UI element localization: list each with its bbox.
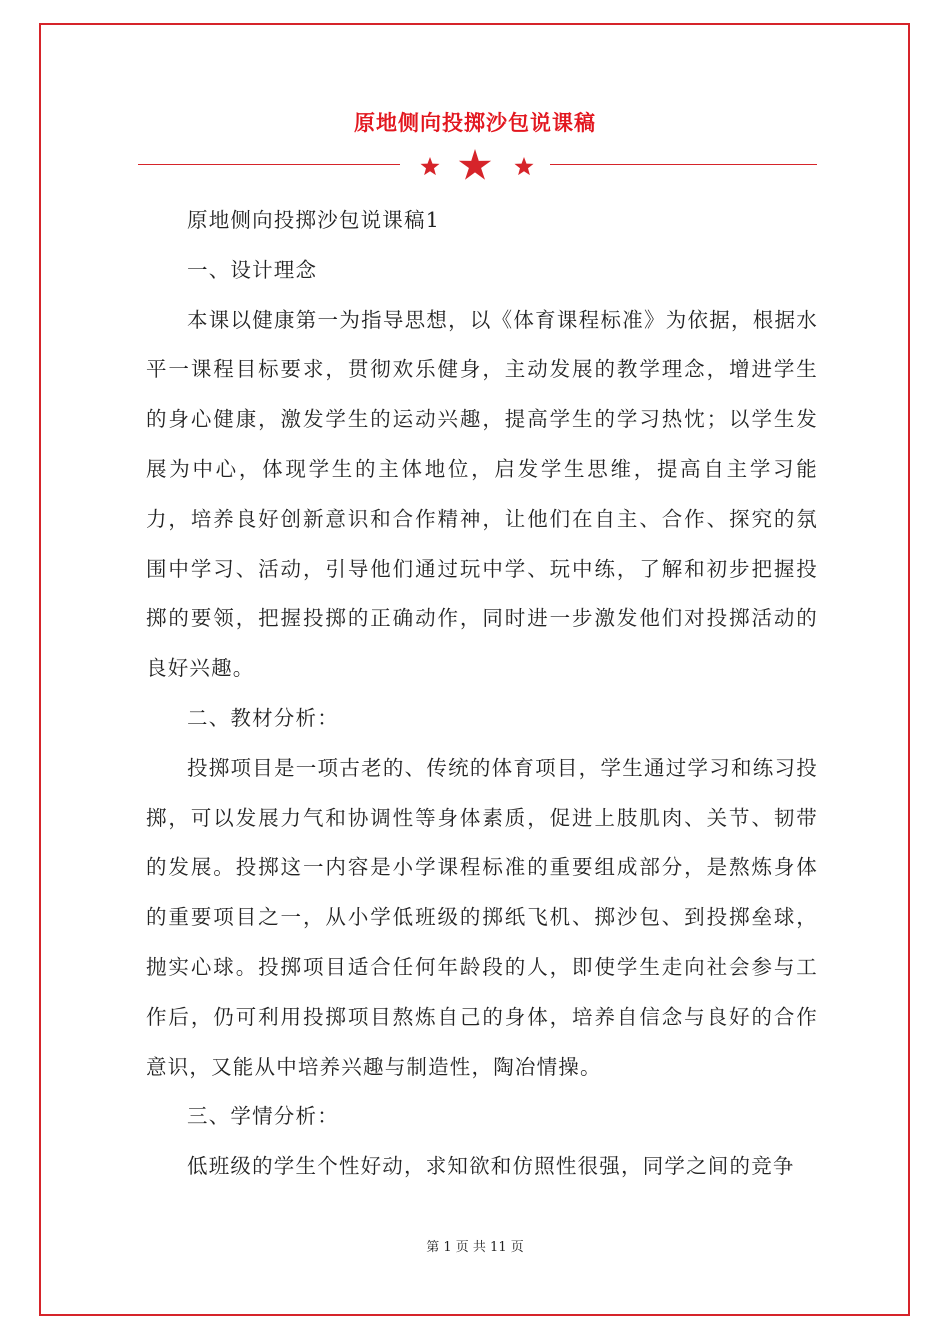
- section-heading: 三、学情分析：: [187, 1104, 339, 1129]
- large-star-icon: [459, 149, 491, 180]
- page-footer: 第 1 页 共 11 页: [426, 1240, 524, 1255]
- small-star-icon: [420, 157, 439, 175]
- section-heading: 二、教材分析：: [187, 705, 339, 730]
- title-divider-right: [550, 164, 817, 165]
- body-paragraph: 低班级的学生个性好动，求知欲和仿照性很强，同学之间的竞争: [187, 1154, 795, 1179]
- section-heading: 一、设计理念: [187, 257, 318, 282]
- section-heading: 原地侧向投掷沙包说课稿1: [187, 208, 440, 232]
- document-body: [146, 196, 818, 1192]
- body-paragraph: 本课以健康第一为指导思想，以《体育课程标准》为依据，根据水平一课程目标要求，贯彻欢乐健身，主动发展的教学理念，增进学生的身心健康，激发学生的运动兴趣，提高学生的学习热忱；以学生发展为中心，体现学生的主体地位，启发学生思维，提高自主学习能力，培养良好创新意识和合作精神，让他们在自主、合作、探究的氛围中学习、活动，引导他们通过玩中学、玩中练，了解和初步把握投掷的要领，把握投掷的正确动作，同时进一步激发他们对投掷活动的良好兴趣。: [146, 307, 818, 681]
- title-stars-ornament: [410, 148, 540, 184]
- title-divider-left: [138, 164, 400, 165]
- document-title: 原地侧向投掷沙包说课稿: [354, 110, 596, 135]
- body-paragraph: 投掷项目是一项古老的、传统的体育项目，学生通过学习和练习投掷，可以发展力气和协调性等身体素质，促进上肢肌肉、关节、韧带的发展。投掷这一内容是小学课程标准的重要组成部分，是熬炼身体的重要项目之一，从小学低班级的掷纸飞机、掷沙包、到投掷垒球，抛实心球。投掷项目适合任何年龄段的人，即使学生走向社会参与工作后，仍可利用投掷项目熬炼自己的身体，培养自信念与良好的合作意识，又能从中培养兴趣与制造性，陶冶情操。: [146, 755, 818, 1079]
- small-star-icon: [514, 157, 533, 175]
